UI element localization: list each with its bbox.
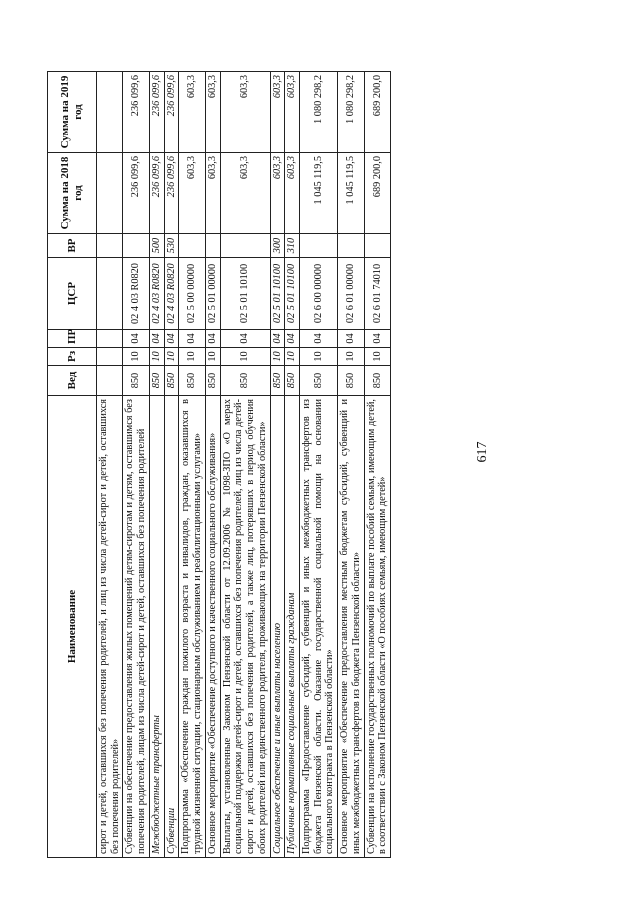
row-csr: 02 4 03 R0820 — [149, 258, 164, 330]
row-vr: 300 — [270, 234, 285, 258]
row-name: Межбюджетные трансферты — [149, 396, 164, 858]
row-vr — [205, 234, 220, 258]
row-sum-2018: 603,3 — [205, 153, 220, 234]
row-ved: 850 — [338, 366, 364, 396]
row-rz: 10 — [364, 348, 390, 366]
row-csr: 02 5 01 00000 — [205, 258, 220, 330]
row-sum-2019: 603,3 — [220, 72, 270, 153]
row-rz: 10 — [338, 348, 364, 366]
row-csr: 02 6 01 74010 — [364, 258, 390, 330]
row-vr — [364, 234, 390, 258]
row-sum-2019: 1 080 298,2 — [300, 72, 338, 153]
row-csr — [97, 258, 123, 330]
row-pr — [97, 330, 123, 348]
row-ved: 850 — [205, 366, 220, 396]
table-row — [205, 72, 220, 858]
row-name: Выплаты, установленные Законом Пензенской области от 12.09.2006 № 1098-ЗПО «О мерах социальной поддержки детей-сирот и детей, оставшихся без попечения родителей, лиц из числа детей-сирот и детей, оставшихся без попечения родителей, а также лиц, потерявших в период обучения обоих родителей или единственного родителя, проживающих на территории Пензенской области» — [220, 396, 270, 858]
row-rz: 10 — [123, 348, 149, 366]
row-sum-2019: 236 099,6 — [123, 72, 149, 153]
row-csr: 02 5 01 10100 — [270, 258, 285, 330]
row-sum-2018: 236 099,6 — [164, 153, 179, 234]
row-csr: 02 4 03 R0820 — [164, 258, 179, 330]
row-sum-2019 — [97, 72, 123, 153]
row-name: сирот и детей, оставшихся без попечения родителей, и лиц из числа детей-сирот и детей, оставшихся без попечения родителей» — [97, 396, 123, 858]
table-header-row — [48, 72, 97, 858]
table-row — [123, 72, 149, 858]
row-pr: 04 — [149, 330, 164, 348]
row-vr: 530 — [164, 234, 179, 258]
row-sum-2018 — [97, 153, 123, 234]
row-rz: 10 — [179, 348, 205, 366]
row-sum-2019: 603,3 — [270, 72, 285, 153]
rotated-page-content — [47, 72, 452, 858]
table-row — [270, 72, 285, 858]
row-vr — [179, 234, 205, 258]
header-name: Наименование — [48, 396, 97, 858]
row-ved: 850 — [270, 366, 285, 396]
row-vr — [220, 234, 270, 258]
table-row — [285, 72, 300, 858]
row-name: Социальное обеспечение и иные выплаты населению — [270, 396, 285, 858]
row-sum-2019: 236 099,6 — [149, 72, 164, 153]
header-vr: ВР — [48, 234, 97, 258]
table-row — [164, 72, 179, 858]
row-sum-2018: 1 045 119,5 — [300, 153, 338, 234]
row-vr — [300, 234, 338, 258]
row-sum-2018: 603,3 — [270, 153, 285, 234]
row-csr: 02 6 00 00000 — [300, 258, 338, 330]
row-ved: 850 — [220, 366, 270, 396]
row-pr: 04 — [164, 330, 179, 348]
row-pr: 04 — [285, 330, 300, 348]
row-rz: 10 — [270, 348, 285, 366]
row-name: Субвенции на исполнение государственных полномочий по выплате пособий семьям, имеющим детей, в соответствии с Законом Пензенской области «О пособиях семьям, имеющим детей» — [364, 396, 390, 858]
row-ved: 850 — [164, 366, 179, 396]
row-ved: 850 — [300, 366, 338, 396]
row-sum-2019: 603,3 — [285, 72, 300, 153]
header-ved: Вед — [48, 366, 97, 396]
row-name: Основное мероприятие «Обеспечение предоставления местным бюджетам субсидий, субвенций и иных межбюджетных трансфертов из бюджета Пензенской области» — [338, 396, 364, 858]
row-sum-2018: 236 099,6 — [123, 153, 149, 234]
row-sum-2018: 603,3 — [220, 153, 270, 234]
row-name: Подпрограмма «Обеспечение граждан пожилого возраста и инвалидов, граждан, оказавшихся в трудной жизненной ситуации, стационарным обслуживанием и реабилитационными услугами» — [179, 396, 205, 858]
row-ved: 850 — [364, 366, 390, 396]
row-sum-2019: 1 080 298,2 — [338, 72, 364, 153]
row-name: Публичные нормативные социальные выплаты гражданам — [285, 396, 300, 858]
row-pr: 04 — [300, 330, 338, 348]
table-row — [220, 72, 270, 858]
row-rz: 10 — [149, 348, 164, 366]
row-sum-2018: 236 099,6 — [149, 153, 164, 234]
row-pr: 04 — [364, 330, 390, 348]
row-sum-2019: 603,3 — [179, 72, 205, 153]
row-ved: 850 — [149, 366, 164, 396]
row-ved: 850 — [123, 366, 149, 396]
table-row — [338, 72, 364, 858]
row-name: Субвенции — [164, 396, 179, 858]
table-row — [364, 72, 390, 858]
row-pr: 04 — [220, 330, 270, 348]
row-vr: 310 — [285, 234, 300, 258]
row-name: Основное мероприятие «Обеспечение доступного и качественного социального обслуживания» — [205, 396, 220, 858]
row-rz: 10 — [300, 348, 338, 366]
row-rz: 10 — [164, 348, 179, 366]
header-pr: ПР — [48, 330, 97, 348]
row-rz: 10 — [220, 348, 270, 366]
row-pr: 04 — [338, 330, 364, 348]
row-sum-2018: 603,3 — [179, 153, 205, 234]
table-row — [149, 72, 164, 858]
header-rz: Рз — [48, 348, 97, 366]
row-csr: 02 5 00 00000 — [179, 258, 205, 330]
row-csr: 02 5 01 10100 — [285, 258, 300, 330]
table-row — [300, 72, 338, 858]
row-ved: 850 — [285, 366, 300, 396]
row-sum-2018: 1 045 119,5 — [338, 153, 364, 234]
row-csr: 02 6 01 00000 — [338, 258, 364, 330]
row-name: Подпрограмма «Предоставление субсидий, субвенций и иных межбюджетных трансфертов из бюджета Пензенской области. Оказание государственной социальной помощи на основании социального контракта в Пензенской области» — [300, 396, 338, 858]
row-ved — [97, 366, 123, 396]
row-name: Субвенции на обеспечение предоставления жилых помещений детям-сиротам и детям, оставшимся без попечения родителей, лицам из числа детей-сирот и детей, оставшихся без попечения родителей — [123, 396, 149, 858]
row-vr — [97, 234, 123, 258]
row-rz: 10 — [285, 348, 300, 366]
budget-table — [47, 71, 391, 858]
row-vr — [123, 234, 149, 258]
row-csr: 02 4 03 R0820 — [123, 258, 149, 330]
row-sum-2019: 603,3 — [205, 72, 220, 153]
row-pr: 04 — [270, 330, 285, 348]
header-csr: ЦСР — [48, 258, 97, 330]
row-sum-2019: 236 099,6 — [164, 72, 179, 153]
header-sum-2019: Сумма на 2019 год — [48, 72, 97, 153]
row-vr — [338, 234, 364, 258]
table-row — [179, 72, 205, 858]
row-pr: 04 — [179, 330, 205, 348]
page-number: 617 — [475, 441, 490, 463]
row-rz — [97, 348, 123, 366]
row-sum-2018: 689 200,0 — [364, 153, 390, 234]
row-rz: 10 — [205, 348, 220, 366]
table-row — [97, 72, 123, 858]
row-pr: 04 — [123, 330, 149, 348]
row-pr: 04 — [205, 330, 220, 348]
row-sum-2018: 603,3 — [285, 153, 300, 234]
row-csr: 02 5 01 10100 — [220, 258, 270, 330]
row-sum-2019: 689 200,0 — [364, 72, 390, 153]
row-ved: 850 — [179, 366, 205, 396]
header-sum-2018: Сумма на 2018 год — [48, 153, 97, 234]
row-vr: 500 — [149, 234, 164, 258]
